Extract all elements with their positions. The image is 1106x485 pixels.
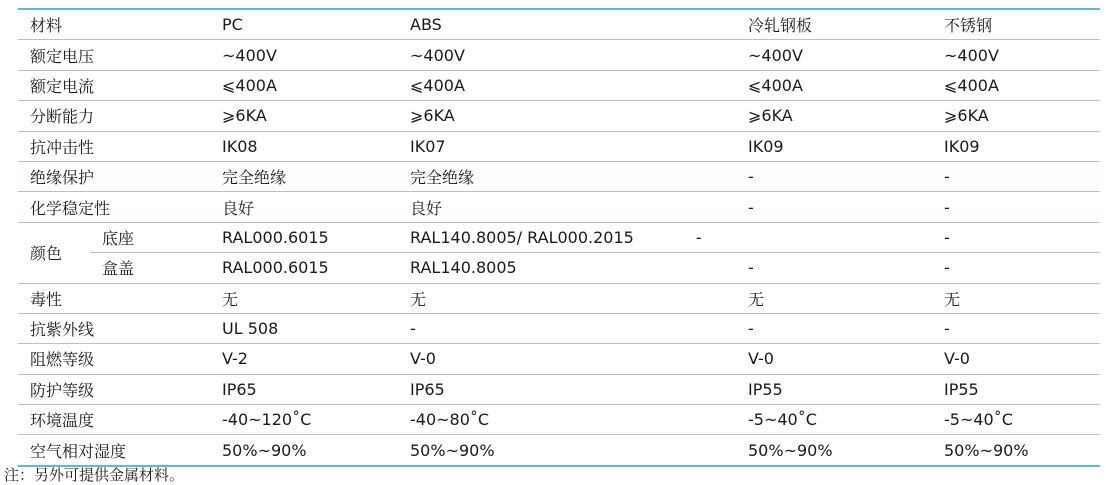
cell-abs: IK07: [410, 131, 748, 161]
cell-pc: -40~120˚C: [222, 405, 410, 435]
row-label: 绝缘保护: [18, 161, 222, 191]
table-row: [18, 70, 1100, 100]
header-pc: PC: [222, 9, 410, 40]
table-header-row: [18, 9, 1100, 40]
cell-pc: V-2: [222, 344, 410, 374]
cell-stainless: IK09: [944, 131, 1100, 161]
header-cold-rolled-steel: 冷轧钢板: [748, 9, 944, 40]
table-row: [18, 313, 1100, 343]
row-sublabel: 盒盖: [90, 253, 222, 283]
row-label: 抗冲击性: [18, 131, 222, 161]
cell-stainless: -: [944, 192, 1100, 222]
table-row: [18, 40, 1100, 70]
cell-stainless: 无: [944, 283, 1100, 313]
cell-pc: IK08: [222, 131, 410, 161]
cell-abs: RAL140.8005: [410, 253, 748, 283]
cell-stainless: IP55: [944, 374, 1100, 404]
cell-steel: -: [748, 313, 944, 343]
table-row: [18, 435, 1100, 466]
cell-steel: ⩾6KA: [748, 101, 944, 131]
cell-abs: -40~80˚C: [410, 405, 748, 435]
cell-stainless: 50%~90%: [944, 435, 1100, 466]
table-row: [18, 405, 1100, 435]
cell-stainless: -: [944, 222, 1100, 252]
row-label: 空气相对湿度: [18, 435, 222, 466]
cell-abs: 完全绝缘: [410, 161, 748, 191]
table-row: [18, 222, 1100, 252]
table-row: [18, 374, 1100, 404]
cell-pc: ~400V: [222, 40, 410, 70]
cell-stainless: V-0: [944, 344, 1100, 374]
cell-pc: RAL000.6015: [222, 222, 410, 252]
cell-steel: -: [748, 192, 944, 222]
row-label: 抗紫外线: [18, 313, 222, 343]
cell-pc: RAL000.6015: [222, 253, 410, 283]
row-label: 额定电流: [18, 70, 222, 100]
row-label: 防护等级: [18, 374, 222, 404]
cell-pc: IP65: [222, 374, 410, 404]
cell-pc: 良好: [222, 192, 410, 222]
cell-steel: -: [748, 161, 944, 191]
cell-steel: IP55: [748, 374, 944, 404]
row-label: 毒性: [18, 283, 222, 313]
table-row: [18, 131, 1100, 161]
cell-abs: V-0: [410, 344, 748, 374]
table-row: [18, 344, 1100, 374]
table-row: [18, 283, 1100, 313]
cell-abs: IP65: [410, 374, 748, 404]
cell-steel: 50%~90%: [748, 435, 944, 466]
cell-stainless: ⩽400A: [944, 70, 1100, 100]
row-label: 环境温度: [18, 405, 222, 435]
cell-abs-text: RAL140.8005/ RAL000.2015: [410, 227, 634, 247]
color-group-label: 颜色: [18, 222, 90, 283]
table-row: [18, 161, 1100, 191]
footnote: 注：另外可提供金属材料。: [4, 466, 185, 484]
row-label: 阻燃等级: [18, 344, 222, 374]
cell-steel: 无: [748, 283, 944, 313]
cell-stainless: ~400V: [944, 40, 1100, 70]
cell-pc: 完全绝缘: [222, 161, 410, 191]
cell-stainless: -: [944, 253, 1100, 283]
cell-abs: -: [410, 313, 748, 343]
cell-pc: ⩾6KA: [222, 101, 410, 131]
header-abs: ABS: [410, 9, 748, 40]
header-stainless-steel: 不锈钢: [944, 9, 1100, 40]
cell-stainless: ⩾6KA: [944, 101, 1100, 131]
cell-steel: V-0: [748, 344, 944, 374]
cell-abs: [410, 222, 748, 252]
table-row: [18, 192, 1100, 222]
row-label: 化学稳定性: [18, 192, 222, 222]
row-label: 额定电压: [18, 40, 222, 70]
cell-steel: -5~40˚C: [748, 405, 944, 435]
cell-steel: IK09: [748, 131, 944, 161]
cell-stainless: -: [944, 161, 1100, 191]
cell-steel: ⩽400A: [748, 70, 944, 100]
cell-pc: ⩽400A: [222, 70, 410, 100]
cell-stainless: -: [944, 313, 1100, 343]
row-label: 分断能力: [18, 101, 222, 131]
cell-pc: UL 508: [222, 313, 410, 343]
cell-pc: 无: [222, 283, 410, 313]
cell-abs: 良好: [410, 192, 748, 222]
header-material: 材料: [18, 9, 222, 40]
cell-steel: ~400V: [748, 40, 944, 70]
cell-abs-extra: -: [695, 227, 702, 247]
cell-steel: -: [748, 253, 944, 283]
row-sublabel: 底座: [90, 222, 222, 252]
cell-abs: ~400V: [410, 40, 748, 70]
cell-abs: 50%~90%: [410, 435, 748, 466]
spec-table: [18, 8, 1100, 467]
cell-abs: ⩽400A: [410, 70, 748, 100]
cell-stainless: -5~40˚C: [944, 405, 1100, 435]
cell-abs: ⩾6KA: [410, 101, 748, 131]
cell-steel: [748, 222, 944, 252]
table-row: [18, 101, 1100, 131]
cell-pc: 50%~90%: [222, 435, 410, 466]
cell-abs: 无: [410, 283, 748, 313]
table-row: [18, 253, 1100, 283]
